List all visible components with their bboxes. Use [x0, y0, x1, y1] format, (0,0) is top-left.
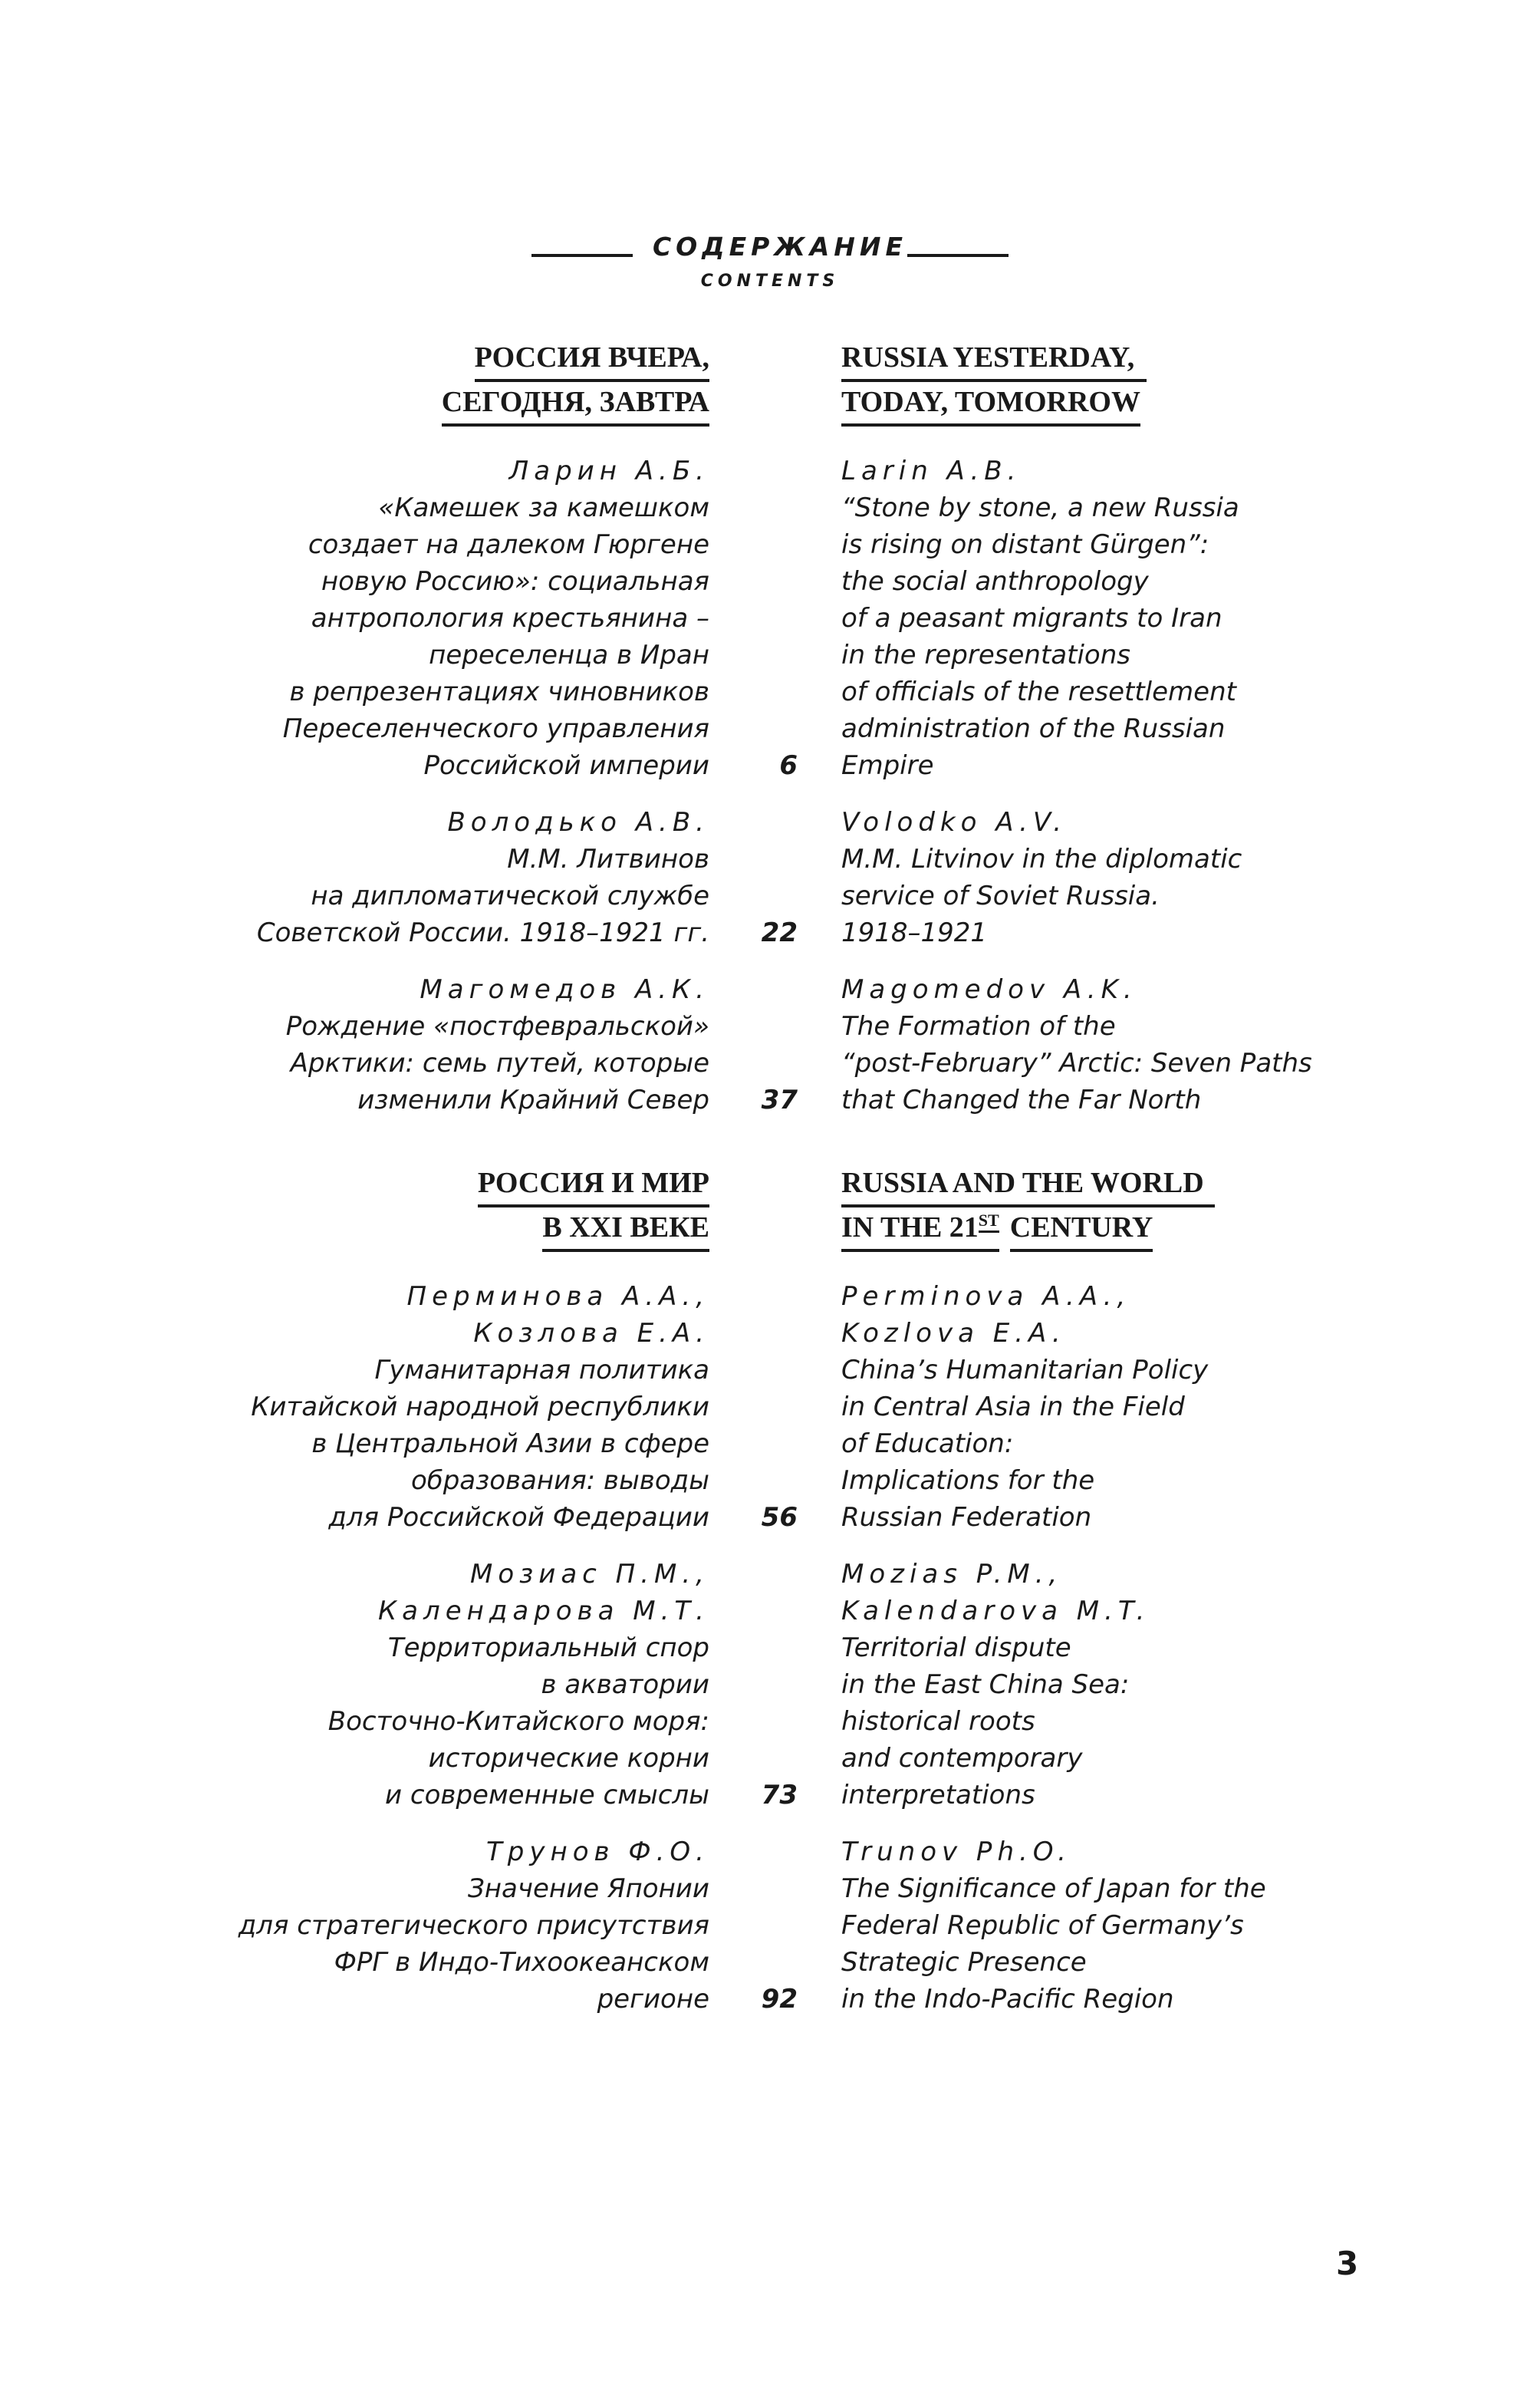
entry-author-en: Kozlova E.A. [841, 1318, 1066, 1349]
entry-title-line-ru: в Центральной Азии в сфере [311, 1428, 709, 1459]
toc-entry [203, 971, 1317, 1118]
entry-page-number: 73 [761, 1780, 798, 1810]
section-heading-text: IN THE 21 [841, 1211, 979, 1244]
entry-title-line-ru: переселенца в Иран [429, 640, 709, 670]
entry-author-en: Magomedov A.K. [841, 974, 1137, 1005]
entry-title-line-en: Implications for the [841, 1465, 1095, 1496]
entry-author-ru: Мозиас П.М., [470, 1559, 709, 1590]
section-heading-text: RUSSIA AND THE WORLD [841, 1167, 1204, 1199]
entry-author-ru: Ларин А.Б. [508, 456, 709, 486]
section-heading-text: В XXI ВЕКЕ [542, 1211, 709, 1244]
entry-title-line-en: of Education: [841, 1428, 1014, 1459]
section-heading-underline-group [542, 1207, 709, 1252]
entry-title-line-ru: Значение Японии [468, 1873, 709, 1904]
entry-title-line-ru: Переселенческого управления [282, 713, 709, 744]
entry-title-line-ru: исторические корни [428, 1743, 709, 1774]
section-heading-line [841, 382, 1317, 427]
section-heading-row [203, 1163, 1317, 1252]
entry-title-line-ru: новую Россию»: социальная [321, 566, 709, 597]
entry-author-en: Perminova A.A., [841, 1281, 1131, 1312]
entry-ru-column [203, 1833, 709, 2018]
section-heading-line [203, 1207, 709, 1252]
entry-title-line-ru: в акватории [541, 1669, 709, 1700]
entry-title-line-ru: Китайской народной республики [251, 1392, 709, 1422]
entry-title-line-ru: Территориальный спор [387, 1632, 709, 1663]
section-heading-line [841, 338, 1317, 382]
entry-ru-column [203, 453, 709, 784]
entry-title-line-en: 1918–1921 [841, 918, 988, 948]
entry-title-line-ru: Советской России. 1918–1921 гг. [256, 918, 709, 948]
entry-title-line-ru: Арктики: семь путей, которые [290, 1048, 709, 1079]
entry-author-ru: Трунов Ф.О. [486, 1837, 709, 1867]
entry-title-line-ru: на дипломатической службе [311, 881, 709, 911]
entry-title-line-en: Strategic Presence [841, 1947, 1087, 1978]
contents-subtitle: CONTENTS [700, 272, 840, 291]
entry-title-line-en: “post-February” Arctic: Seven Paths [841, 1048, 1312, 1079]
entry-title-line-en: and contemporary [841, 1743, 1083, 1774]
entry-page-number: 37 [761, 1085, 798, 1115]
toc-entry [203, 1278, 1317, 1536]
entry-author-ru: Перминова А.А., [406, 1281, 709, 1312]
entry-author-ru: Магомедов А.К. [420, 974, 709, 1005]
section-heading-line [841, 1163, 1317, 1207]
entry-ru-column [203, 971, 709, 1118]
section-heading-text: ST [979, 1211, 999, 1233]
entry-title-line-en: in the representations [841, 640, 1130, 670]
header-rule-left [531, 254, 633, 257]
entry-title-line-en: The Formation of the [841, 1011, 1116, 1042]
entry-title-line-en: in the East China Sea: [841, 1669, 1130, 1700]
section-heading-underline-group [475, 338, 709, 382]
entry-title-line-en: Russian Federation [841, 1502, 1092, 1533]
section-heading-text: РОССИЯ И МИР [477, 1167, 709, 1199]
entry-title-line-en: of officials of the resettlement [841, 677, 1236, 707]
entry-author-en: Trunov Ph.O. [841, 1837, 1071, 1867]
entry-title-line-ru: и современные смыслы [385, 1780, 709, 1810]
entry-title-line-en: of a peasant migrants to Iran [841, 603, 1222, 634]
entry-author-ru: Володько А.В. [447, 807, 709, 838]
toc-entry [203, 1556, 1317, 1814]
section-heading-underline-group [442, 382, 709, 427]
page [0, 230, 1540, 2405]
entry-title-line-en: in the Indo-Pacific Region [841, 1984, 1174, 2015]
entry-ru-column [203, 1556, 709, 1814]
entry-title-line-ru: изменили Крайний Север [357, 1085, 709, 1115]
section-heading-line [203, 382, 709, 427]
entry-title-line-ru: М.М. Литвинов [507, 844, 709, 875]
entry-title-line-ru: Гуманитарная политика [374, 1355, 709, 1385]
section-heading-text: CENTURY [1009, 1211, 1153, 1244]
entry-title-line-en: interpretations [841, 1780, 1035, 1810]
entry-title-line-en: The Significance of Japan for the [841, 1873, 1266, 1904]
section-heading-en [798, 1163, 1317, 1252]
entry-page-number: 22 [761, 918, 798, 948]
entry-title-line-ru: антропология крестьянина – [311, 603, 709, 634]
entry-title-line-ru: образования: выводы [410, 1465, 709, 1496]
section-heading-row [203, 338, 1317, 427]
entry-en-column [798, 1833, 1317, 2018]
entry-author-en: Volodko A.V. [841, 807, 1068, 838]
entry-title-line-en: in Central Asia in the Field [841, 1392, 1185, 1422]
section-heading-underline-group [841, 382, 1140, 427]
entry-title-line-en: service of Soviet Russia. [841, 881, 1160, 911]
entry-title-line-en: administration of the Russian [841, 713, 1226, 744]
entry-title-line-ru: регионе [597, 1984, 709, 2015]
entry-en-column [798, 1556, 1317, 1814]
entry-title-line-ru: в репрезентациях чиновников [289, 677, 709, 707]
toc-entry [203, 1833, 1317, 2018]
section-heading-underline-group [841, 1163, 1215, 1207]
entry-title-line-en: the social anthropology [841, 566, 1149, 597]
entry-page-number: 6 [779, 750, 798, 781]
entry-title-line-en: “Stone by stone, a new Russia [841, 493, 1239, 523]
entry-en-column [798, 453, 1317, 784]
header-rule-right [907, 254, 1009, 257]
section-heading-ru [203, 1163, 709, 1252]
entry-title-line-ru: ФРГ в Индо-Тихоокеанском [334, 1947, 709, 1978]
contents-header [0, 230, 1540, 264]
entry-author-ru: Календарова М.Т. [378, 1596, 709, 1626]
entry-title-line-ru: для стратегического присутствия [238, 1910, 709, 1941]
entry-author-en: Mozias P.M., [841, 1559, 1063, 1590]
entry-en-column [798, 804, 1317, 951]
section-heading-text: TODAY, TOMORROW [841, 386, 1140, 418]
entry-page-number: 56 [761, 1502, 798, 1533]
section-heading-text: РОССИЯ ВЧЕРА, [474, 341, 709, 374]
entry-ru-column [203, 1278, 709, 1536]
entry-en-column [798, 971, 1317, 1118]
entry-ru-column [203, 804, 709, 951]
section-heading-line [841, 1207, 1317, 1252]
section-heading-en [798, 338, 1317, 427]
entry-author-en: Larin A.B. [841, 456, 1022, 486]
section-heading-line [203, 1163, 709, 1207]
entry-title-line-en: China’s Humanitarian Policy [841, 1355, 1209, 1385]
entry-title-line-en: that Changed the Far North [841, 1085, 1202, 1115]
toc-entry [203, 804, 1317, 951]
entry-title-line-ru: «Камешек за камешком [378, 493, 709, 523]
section-heading-underline-group [841, 1207, 999, 1252]
entry-title-line-ru: для Российской Федерации [328, 1502, 709, 1533]
section-heading-ru [203, 338, 709, 427]
entry-title-line-en: Territorial dispute [841, 1632, 1071, 1663]
section-heading-underline-group [478, 1163, 709, 1207]
entry-author-en: Kalendarova M.T. [841, 1596, 1150, 1626]
entry-title-line-en: M.M. Litvinov in the diplomatic [841, 844, 1242, 875]
section-heading-text: RUSSIA YESTERDAY, [841, 341, 1135, 374]
section-heading-underline-group [1010, 1207, 1153, 1252]
entry-title-line-en: historical roots [841, 1706, 1035, 1737]
entry-title-line-ru: Восточно-Китайского моря: [327, 1706, 709, 1737]
section-heading-text: СЕГОДНЯ, ЗАВТРА [441, 386, 709, 418]
entry-en-column [798, 1278, 1317, 1536]
entry-title-line-en: Empire [841, 750, 934, 781]
entry-title-line-en: Federal Republic of Germany’s [841, 1910, 1244, 1941]
section-heading-underline-group [841, 338, 1147, 382]
section-heading-line [203, 338, 709, 382]
entry-title-line-ru: Российской империи [423, 750, 709, 781]
page-title: СОДЕРЖАНИЕ [652, 232, 908, 262]
entry-author-ru: Козлова Е.А. [473, 1318, 709, 1349]
entry-title-line-ru: создает на далеком Гюргене [308, 529, 709, 560]
toc-entry [203, 453, 1317, 784]
footer-page-number: 3 [1336, 2245, 1359, 2282]
entry-page-number: 92 [761, 1984, 798, 2015]
toc [203, 338, 1317, 2018]
entry-title-line-ru: Рождение «постфевральской» [285, 1011, 709, 1042]
entry-title-line-en: is rising on distant Gürgen”: [841, 529, 1209, 560]
